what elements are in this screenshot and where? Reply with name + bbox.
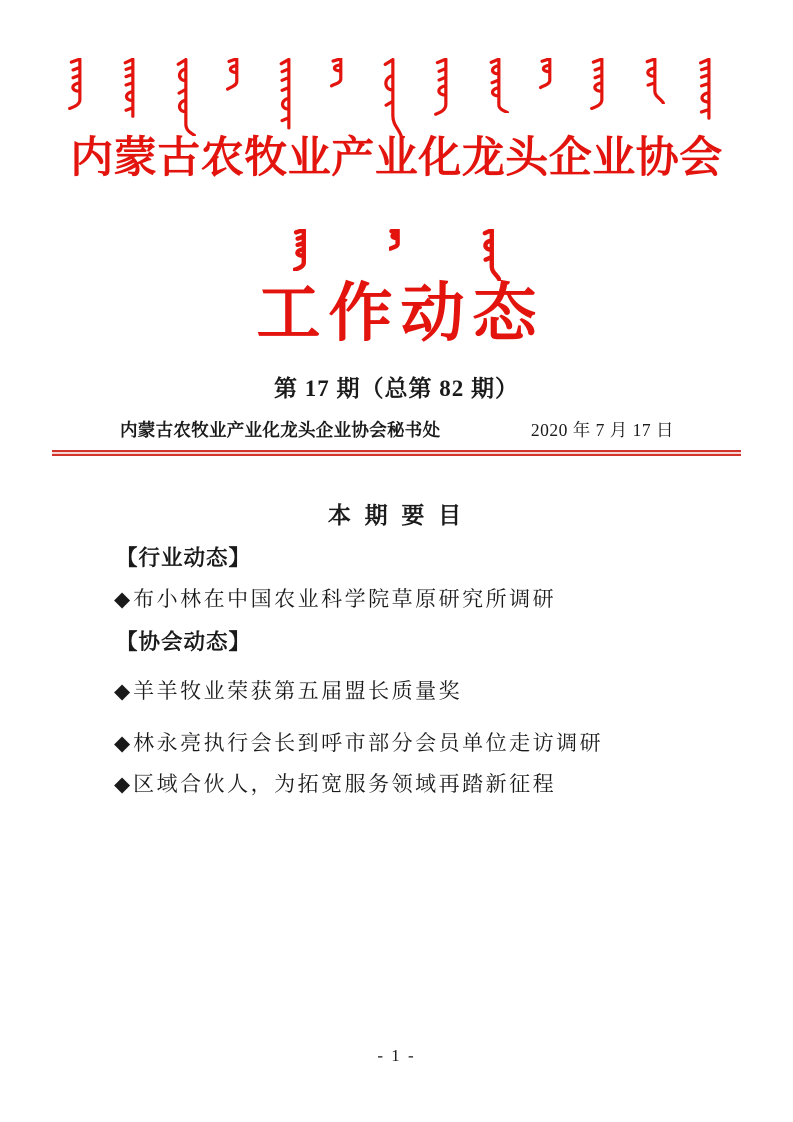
org-title: 内蒙古农牧业产业化龙头企业协会 [70,135,723,182]
toc-section-label-association: 【协会动态】 [116,630,252,654]
mongolian-word-icon [487,58,509,113]
mongolian-word-icon [121,58,143,118]
diamond-bullet-icon: ◆ [114,587,131,611]
mongolian-word-icon [174,58,196,136]
toc-item [114,768,556,798]
toc-item-text: 区域合伙人，为拓宽服务领域再踏新征程 [133,772,557,796]
page-number: - 1 - [377,1046,416,1065]
mongolian-word-icon [226,58,246,96]
mongolian-word-icon [330,58,350,92]
toc-item [114,727,603,757]
mongolian-word-icon [481,229,501,281]
issue-line: 第 17 期（总第 82 期） [274,376,519,401]
mongolian-word-icon [277,58,299,130]
mongolian-word-icon [389,229,405,253]
mongolian-word-icon [539,58,559,94]
mongolian-word-icon [696,58,720,120]
toc-item-text: 布小林在中国农业科学院草原研究所调研 [133,587,557,611]
toc-heading: 本 期 要 目 [327,503,466,528]
diamond-bullet-icon: ◆ [114,679,131,703]
mongolian-masthead-script [68,58,720,138]
publisher-name: 内蒙古农牧业产业化龙头企业协会秘书处 [120,420,441,440]
toc-item-text: 林永亮执行会长到呼市部分会员单位走访调研 [133,731,604,755]
mongolian-word-icon [590,58,612,110]
mongolian-word-icon [381,58,403,138]
toc-item-text: 羊羊牧业荣获第五届盟长质量奖 [133,679,463,703]
diamond-bullet-icon: ◆ [114,731,131,755]
bulletin-title: 工作动态 [256,278,545,349]
publisher-row [120,417,674,442]
toc-item [114,583,556,613]
mongolian-subtitle-script [0,229,793,281]
mongolian-word-icon [643,58,665,104]
diamond-bullet-icon: ◆ [114,772,131,796]
toc-item [114,675,462,705]
issue-date: 2020 年 7 月 17 日 [530,420,674,440]
mongolian-word-icon [434,58,456,116]
toc-section-label-industry: 【行业动态】 [116,546,252,570]
mongolian-word-icon [68,58,90,110]
red-divider-rule [52,450,741,456]
mongolian-word-icon [293,229,313,271]
